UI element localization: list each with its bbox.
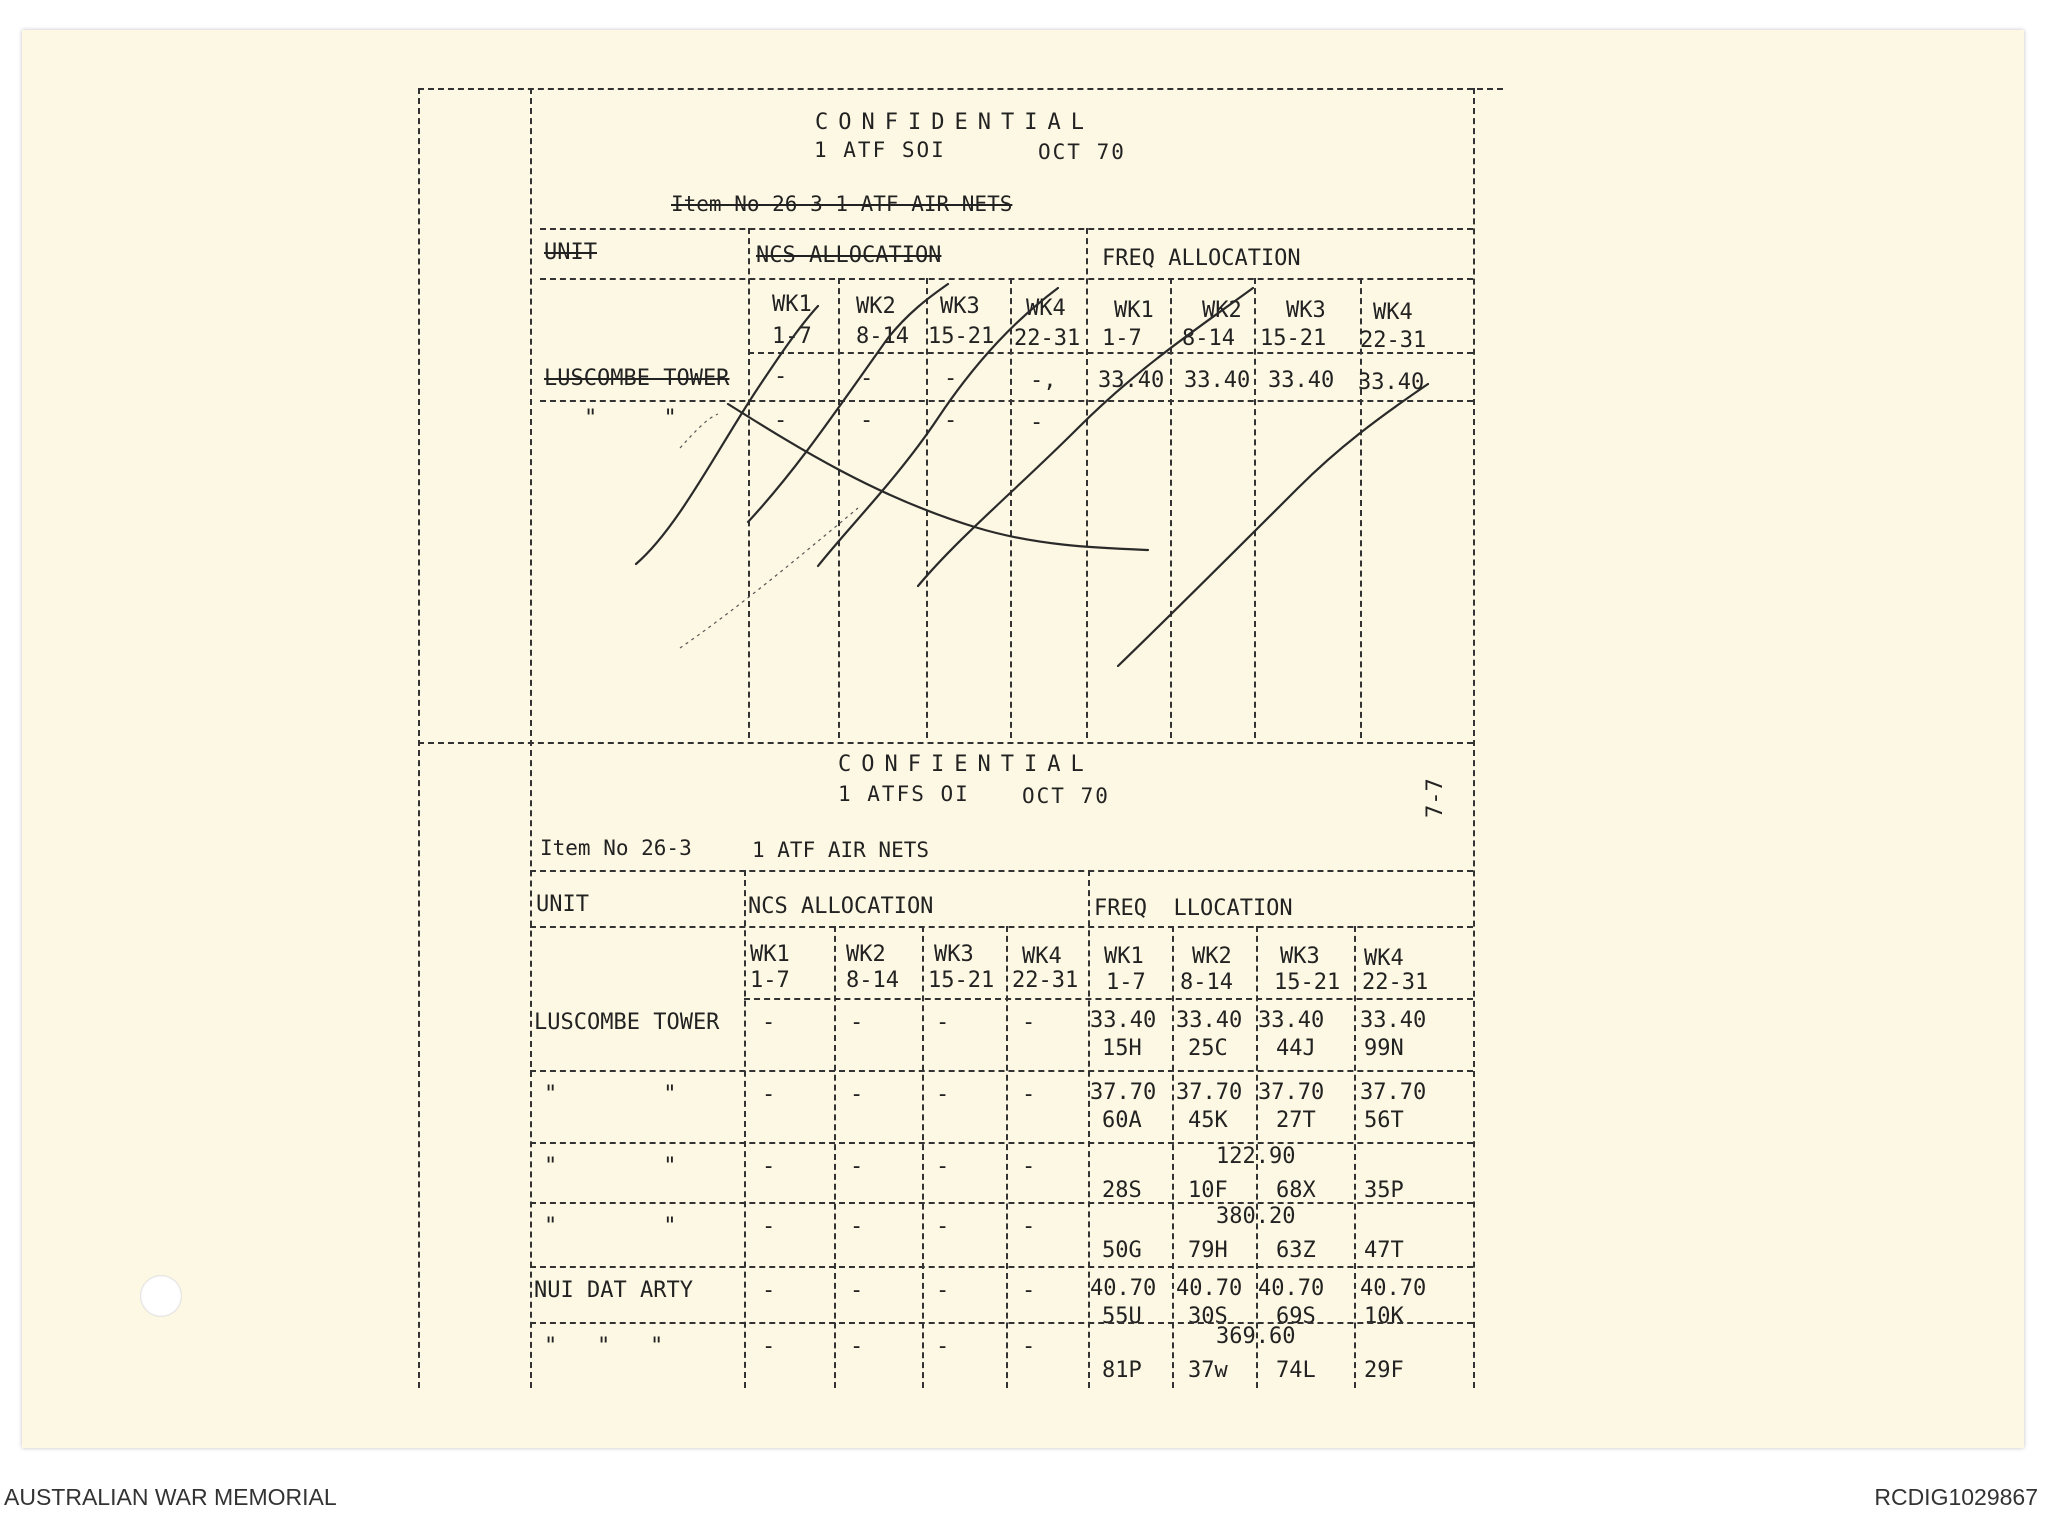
table-row-ncs: - [762, 1154, 776, 1179]
table-row-ncs: - [936, 1010, 950, 1035]
table-row-freq: 40.70 [1360, 1276, 1427, 1301]
table-row-code: 27T [1276, 1108, 1316, 1133]
bottom-freq-wk3: WK3 [1280, 944, 1320, 969]
table-row-ncs: - [1022, 1010, 1036, 1035]
table-row-ncs: - [936, 1334, 950, 1359]
table-row-freq: 33.40 [1176, 1008, 1243, 1033]
table-row-shared-freq: 380.20 [1216, 1204, 1296, 1229]
top-ncs-wk3: WK3 [940, 294, 980, 319]
bottom-freq-wk2: WK2 [1192, 944, 1232, 969]
top-ncs-wk2: WK2 [856, 294, 896, 319]
top-row2-ncs2: - [860, 408, 874, 433]
bottom-ncs-range2: 8-14 [846, 968, 899, 993]
table-row-code: 99N [1364, 1036, 1404, 1061]
table-row-ncs: - [936, 1154, 950, 1179]
bottom-soi-label: 1 ATFS OI [838, 782, 970, 806]
table-row-freq: 37.70 [1090, 1080, 1157, 1105]
top-date-label: OCT 70 [1038, 140, 1126, 164]
table-row-code: 35P [1364, 1178, 1404, 1203]
top-ncs-wk4: WK4 [1026, 296, 1066, 321]
top-row2-ncs1: - [774, 408, 788, 433]
top-range-rule [748, 352, 1473, 354]
bottom-ncs-header: NCS ALLOCATION [748, 894, 934, 919]
top-row1-freq2: 33.40 [1184, 368, 1251, 393]
table-row-code: 37w [1188, 1358, 1228, 1383]
table-row-code: 56T [1364, 1108, 1404, 1133]
table-row-code: 29F [1364, 1358, 1404, 1383]
footer-reference: RCDIG1029867 [1874, 1484, 2038, 1510]
top-ncs-wk1: WK1 [772, 292, 812, 317]
table-row-ncs: - [936, 1214, 950, 1239]
table-row-code: 79H [1188, 1238, 1228, 1263]
top-row1-ncs1: - [774, 364, 788, 389]
bottom-col-rule [1006, 926, 1008, 1388]
bottom-freq-header: FREQ LLOCATION [1094, 896, 1293, 921]
top-header-rule [540, 228, 1473, 230]
table-row-ncs: - [850, 1082, 864, 1107]
table-row-ncs: - [1022, 1154, 1036, 1179]
top-freq-range3: 15-21 [1260, 326, 1327, 351]
top-ncs-range1: 1-7 [772, 324, 812, 349]
top-freq-range4: 22-31 [1360, 328, 1427, 353]
top-item-line: Item No 26-3 1 ATF AIR NETS [671, 192, 1013, 216]
table-row-freq: 37.70 [1258, 1080, 1325, 1105]
unit-column-rule [530, 88, 532, 1388]
table-row-ncs: - [762, 1010, 776, 1035]
top-row2-unit: " " [584, 406, 677, 431]
table-row-ncs: - [1022, 1082, 1036, 1107]
table-row-code: 55U [1102, 1304, 1142, 1329]
table-row-code: 30S [1188, 1304, 1228, 1329]
bottom-item-name: 1 ATF AIR NETS [752, 838, 930, 862]
table-row-ncs: - [850, 1278, 864, 1303]
top-row1-freq4: 33.40 [1358, 370, 1425, 395]
table-row-freq: 33.40 [1090, 1008, 1157, 1033]
bottom-freq-range4: 22-31 [1362, 970, 1429, 995]
bottom-subheader-rule [530, 926, 1473, 928]
top-col-rule [1254, 278, 1256, 738]
bottom-col-rule [1088, 870, 1090, 1388]
margin-note: 7-7 [1423, 778, 1448, 818]
punch-hole [140, 1275, 182, 1317]
bottom-unit-header: UNIT [536, 892, 589, 917]
bottom-col-rule [834, 926, 836, 1388]
bottom-col-rule [922, 926, 924, 1388]
table-row-rule [530, 1202, 1473, 1204]
table-row-code: 45K [1188, 1108, 1228, 1133]
table-row-code: 68X [1276, 1178, 1316, 1203]
table-row-rule [530, 1266, 1473, 1268]
bottom-ncs-wk2: WK2 [846, 942, 886, 967]
table-row-freq: 33.40 [1360, 1008, 1427, 1033]
table-row-code: 28S [1102, 1178, 1142, 1203]
bottom-col-rule [744, 870, 746, 1388]
table-row-ncs: - [762, 1334, 776, 1359]
table-row-code: 44J [1276, 1036, 1316, 1061]
top-border [418, 88, 1503, 90]
bottom-ncs-wk3: WK3 [934, 942, 974, 967]
top-ncs-header: NCS ALLOCATION [756, 243, 942, 268]
top-col-rule [1086, 228, 1088, 738]
top-freq-wk3: WK3 [1286, 298, 1326, 323]
section-divider [418, 742, 1473, 744]
table-row-unit: LUSCOMBE TOWER [534, 1010, 720, 1035]
table-row-freq: 37.70 [1360, 1080, 1427, 1105]
bottom-range-rule [744, 998, 1473, 1000]
top-ncs-range4: 22-31 [1014, 326, 1081, 351]
table-row-unit: NUI DAT ARTY [534, 1278, 693, 1303]
right-border [1473, 88, 1475, 1388]
top-col-rule [838, 278, 840, 738]
table-row-code: 10K [1364, 1304, 1404, 1329]
table-row-rule [530, 1142, 1473, 1144]
bottom-freq-range1: 1-7 [1106, 970, 1146, 995]
top-freq-range1: 1-7 [1102, 326, 1142, 351]
table-row-code: 50G [1102, 1238, 1142, 1263]
top-row-rule [540, 400, 1473, 402]
bottom-ncs-range3: 15-21 [928, 968, 995, 993]
table-row-ncs: - [850, 1010, 864, 1035]
top-col-rule [1170, 278, 1172, 738]
document-form [418, 88, 1478, 1388]
top-col-rule [748, 228, 750, 738]
top-row2-ncs4: - [1030, 410, 1044, 435]
bottom-date-label: OCT 70 [1022, 784, 1110, 808]
bottom-ncs-range4: 22-31 [1012, 968, 1079, 993]
left-border [418, 88, 420, 1388]
table-row-shared-freq: 369.60 [1216, 1324, 1296, 1349]
top-subheader-rule [540, 278, 1473, 280]
table-row-rule [530, 1070, 1473, 1072]
top-freq-wk2: WK2 [1202, 298, 1242, 323]
table-row-ncs: - [1022, 1334, 1036, 1359]
top-freq-range2: 8-14 [1182, 326, 1235, 351]
table-row-ncs: - [936, 1278, 950, 1303]
table-row-code: 47T [1364, 1238, 1404, 1263]
table-row-freq: 33.40 [1258, 1008, 1325, 1033]
bottom-freq-range3: 15-21 [1274, 970, 1341, 995]
table-row-ncs: - [1022, 1214, 1036, 1239]
table-row-freq: 40.70 [1176, 1276, 1243, 1301]
top-row1-ncs4: -, [1030, 368, 1057, 393]
top-unit-header: UNIT [544, 240, 597, 265]
top-soi-label: 1 ATF SOI [814, 138, 946, 162]
top-row1-freq1: 33.40 [1098, 368, 1165, 393]
top-col-rule [1010, 278, 1012, 738]
top-row1-ncs2: - [860, 366, 874, 391]
table-row-freq: 40.70 [1090, 1276, 1157, 1301]
table-row-code: 10F [1188, 1178, 1228, 1203]
bottom-confidential-title: CONFIENTIAL [838, 752, 1094, 777]
bottom-freq-range2: 8-14 [1180, 970, 1233, 995]
table-row-unit: " " " [544, 1334, 664, 1359]
table-row-code: 63Z [1276, 1238, 1316, 1263]
top-confidential-title: CONFIDENTIAL [815, 110, 1094, 135]
table-row-code: 15H [1102, 1036, 1142, 1061]
top-row1-ncs3: - [944, 366, 958, 391]
table-row-code: 69S [1276, 1304, 1316, 1329]
table-row-ncs: - [850, 1334, 864, 1359]
table-row-ncs: - [762, 1214, 776, 1239]
table-row-ncs: - [1022, 1278, 1036, 1303]
bottom-col-rule [1172, 926, 1174, 1388]
bottom-freq-wk1: WK1 [1104, 944, 1144, 969]
top-freq-header: FREQ ALLOCATION [1102, 246, 1301, 271]
top-freq-wk4: WK4 [1373, 300, 1413, 325]
bottom-ncs-range1: 1-7 [750, 968, 790, 993]
table-row-code: 81P [1102, 1358, 1142, 1383]
table-row-ncs: - [850, 1154, 864, 1179]
footer-institution: AUSTRALIAN WAR MEMORIAL [4, 1484, 337, 1510]
top-ncs-range2: 8-14 [856, 324, 909, 349]
table-row-code: 60A [1102, 1108, 1142, 1133]
bottom-ncs-wk1: WK1 [750, 942, 790, 967]
top-row2-ncs3: - [944, 408, 958, 433]
bottom-header-rule [530, 870, 1473, 872]
bottom-col-rule [1354, 926, 1356, 1388]
table-row-rule [530, 1322, 1473, 1324]
table-row-unit: " " [544, 1214, 677, 1239]
top-ncs-range3: 15-21 [928, 324, 995, 349]
table-row-ncs: - [850, 1214, 864, 1239]
table-row-ncs: - [762, 1278, 776, 1303]
table-row-ncs: - [936, 1082, 950, 1107]
table-row-code: 25C [1188, 1036, 1228, 1061]
top-row1-freq3: 33.40 [1268, 368, 1335, 393]
top-freq-wk1: WK1 [1114, 298, 1154, 323]
table-row-shared-freq: 122.90 [1216, 1144, 1296, 1169]
top-row1-unit: LUSCOMBE TOWER [544, 366, 730, 391]
table-row-freq: 40.70 [1258, 1276, 1325, 1301]
table-row-unit: " " [544, 1082, 677, 1107]
table-row-code: 74L [1276, 1358, 1316, 1383]
table-row-ncs: - [762, 1082, 776, 1107]
bottom-freq-wk4: WK4 [1364, 946, 1404, 971]
bottom-item-no: Item No 26-3 [540, 836, 692, 860]
bottom-ncs-wk4: WK4 [1022, 944, 1062, 969]
table-row-freq: 37.70 [1176, 1080, 1243, 1105]
table-row-unit: " " [544, 1154, 677, 1179]
